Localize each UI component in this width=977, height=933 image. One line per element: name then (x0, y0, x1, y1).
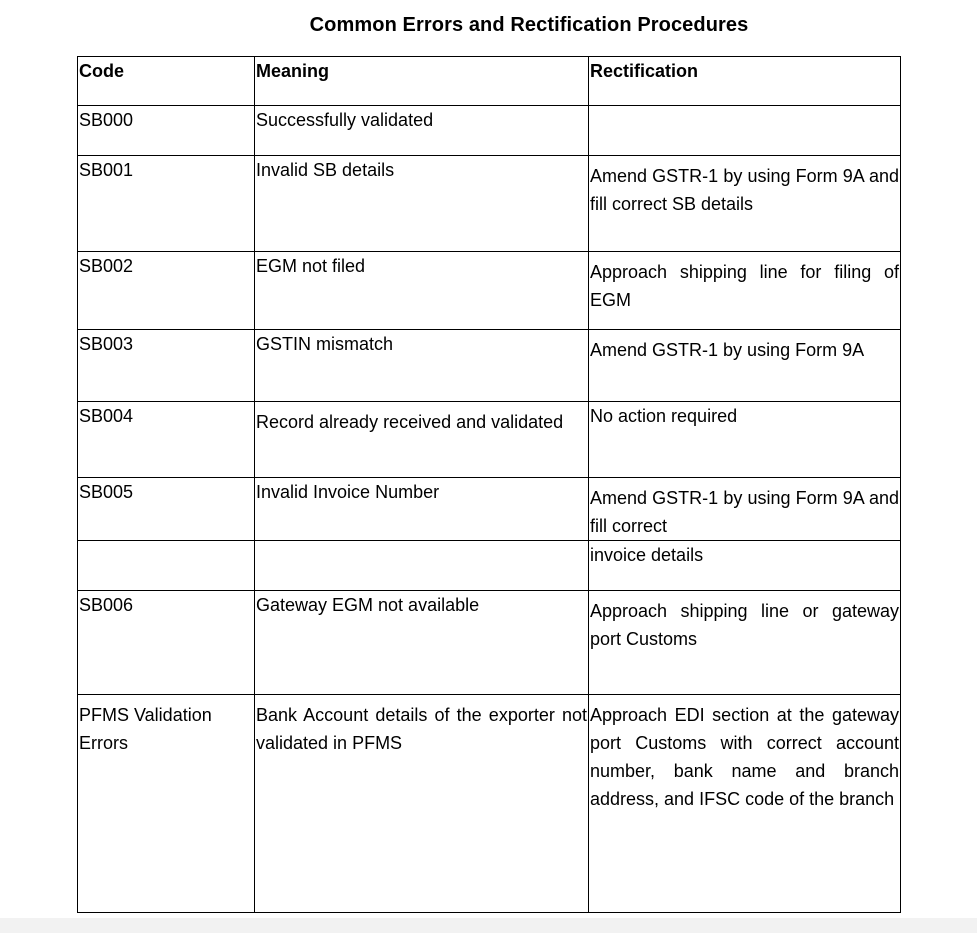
table-row (78, 156, 901, 252)
page-title: Common Errors and Rectification Procedures (309, 14, 749, 36)
code-cell: SB001 (78, 156, 255, 252)
rectification-cell: Amend GSTR-1 by using Form 9A and fill correct (589, 478, 901, 541)
meaning-cell: Gateway EGM not available (255, 591, 589, 695)
table-row (78, 330, 901, 402)
table-row (78, 695, 901, 913)
rectification-cell: Amend GSTR-1 by using Form 9A and fill correct SB details (589, 156, 901, 252)
table-row (78, 591, 901, 695)
meaning-cell: GSTIN mismatch (255, 330, 589, 402)
meaning-cell: Invalid SB details (255, 156, 589, 252)
rectification-cell (589, 106, 901, 156)
code-cell: SB000 (78, 106, 255, 156)
meaning-cell: Record already received and validated (255, 402, 589, 478)
header-code: Code (78, 57, 255, 106)
code-cell: SB003 (78, 330, 255, 402)
rectification-cell: Amend GSTR-1 by using Form 9A (589, 330, 901, 402)
header-meaning: Meaning (255, 57, 589, 106)
table-row (78, 106, 901, 156)
errors-table (77, 56, 901, 913)
code-cell (78, 541, 255, 591)
rectification-cell: Approach EDI section at the gateway port Customs with correct account number, bank name and branch address, and IFSC code of the branch (589, 695, 901, 913)
meaning-cell: Bank Account details of the exporter not validated in PFMS (255, 695, 589, 913)
table-header-row (78, 57, 901, 106)
code-cell: SB002 (78, 252, 255, 330)
header-rectification: Rectification (589, 57, 901, 106)
meaning-cell: EGM not filed (255, 252, 589, 330)
rectification-cell: invoice details (589, 541, 901, 591)
rectification-cell: No action required (589, 402, 901, 478)
page-bottom-band (0, 918, 977, 933)
meaning-cell (255, 541, 589, 591)
rectification-cell: Approach shipping line or gateway port Customs (589, 591, 901, 695)
code-cell: SB004 (78, 402, 255, 478)
code-cell: SB006 (78, 591, 255, 695)
table-row (78, 402, 901, 478)
table-row (78, 541, 901, 591)
meaning-cell: Invalid Invoice Number (255, 478, 589, 541)
code-cell: SB005 (78, 478, 255, 541)
rectification-cell: Approach shipping line for filing of EGM (589, 252, 901, 330)
code-cell: PFMS Validation Errors (78, 695, 255, 913)
meaning-cell: Successfully validated (255, 106, 589, 156)
table-row (78, 252, 901, 330)
table-row (78, 478, 901, 541)
